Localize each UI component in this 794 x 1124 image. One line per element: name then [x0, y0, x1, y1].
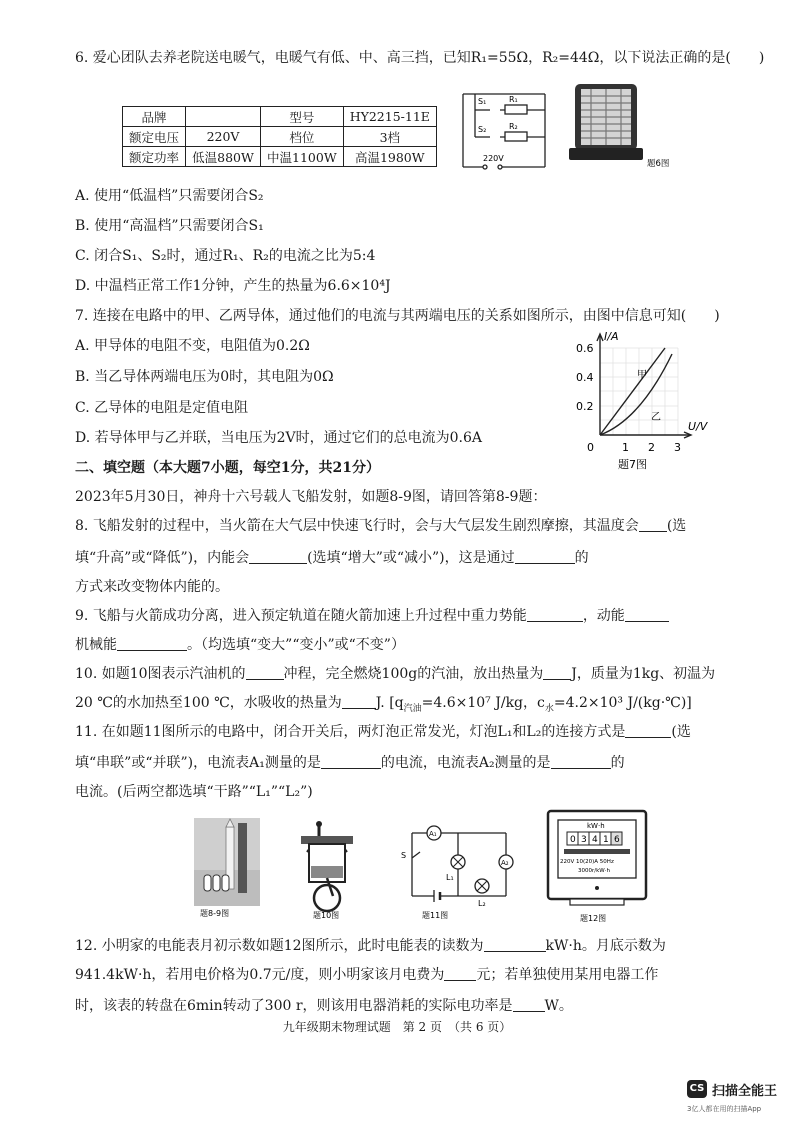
q7-curve-label-a: 甲 — [637, 370, 647, 381]
q11-line2: 填“串联”或“并联”)，电流表A₁测量的是 的电流，电流表A₂测量的是 的 — [75, 755, 625, 771]
q7-option-b: B. 当乙导体两端电压为0时，其电阻为0Ω — [75, 369, 334, 385]
q9-line2: 机械能 。（均选填“变大”“变小”或“不变”） — [75, 637, 405, 653]
fig8-caption: 题8-9图 — [200, 909, 230, 918]
q6-figure-caption: 题6图 — [647, 159, 670, 169]
q6-r1-label: R₁ — [509, 95, 518, 104]
q6-spec-table — [122, 106, 437, 167]
section2-intro: 2023年5月30日，神舟十六号载人飞船发射，如题8-9图，请回答第8-9题： — [75, 489, 547, 505]
q8-line3: 方式来改变物体内能的。 — [75, 579, 229, 595]
q7-ytick: 0.4 — [576, 371, 594, 384]
q6-voltage-label: 220V — [483, 154, 504, 163]
spec-cell — [186, 107, 261, 127]
spec-cell: 高温1980W — [343, 147, 436, 167]
fig12-caption: 题12图 — [580, 914, 607, 923]
q7-xtick: 0 — [587, 441, 594, 454]
scanner-name: 扫描全能王 — [712, 1084, 778, 1099]
spec-cell: 档位 — [261, 127, 344, 147]
q8-line2: 填“升高”或“降低”)，内能会 (选填“增大”或“减小”)，这是通过 的 — [75, 550, 589, 566]
q12-line1: 12. 小明家的电能表月初示数如题12图所示，此时电能表的读数为 kW·h。月底示数为 — [75, 938, 666, 954]
q8-line1: 8. 飞船发射的过程中，当火箭在大气层中快速飞行时，会与大气层发生剧烈摩擦，其温度会 (选 — [75, 518, 687, 534]
spec-cell: 额定功率 — [123, 147, 186, 167]
q6-s1-label: S₁ — [478, 97, 487, 106]
q6-option-a: A. 使用“低温档”只需要闭合S₂ — [75, 188, 264, 204]
fig12-digit: 4 — [592, 835, 598, 845]
fig12-energy-meter — [540, 808, 655, 926]
fig12-unit: kW·h — [587, 822, 605, 830]
q6-option-c: C. 闭合S₁、S₂时，通过R₁、R₂的电流之比为5:4 — [75, 248, 376, 264]
q11-line3: 电流。(后两空都选填“干路”“L₁”“L₂”) — [75, 784, 313, 800]
q7-option-c: C. 乙导体的电阻是定值电阻 — [75, 400, 249, 416]
q7-xlabel: U/V — [688, 420, 708, 433]
fig11-circuit-diagram — [398, 818, 518, 922]
fig12-digit: 6 — [614, 835, 620, 845]
q7-option-a: A. 甲导体的电阻不变，电阻值为0.2Ω — [75, 338, 310, 354]
fig11-a2-label: A₂ — [501, 859, 509, 867]
spec-cell: HY2215-11E — [343, 107, 436, 127]
fig12-rev: 3000r/kW·h — [578, 868, 610, 874]
q6-option-b: B. 使用“高温档”只需要闭合S₁ — [75, 218, 264, 234]
q6-heater-photo — [565, 80, 680, 172]
spec-cell: 3档 — [343, 127, 436, 147]
q6-circuit-diagram — [445, 82, 550, 177]
q6-s2-label: S₂ — [478, 125, 487, 134]
q7-xtick: 1 — [622, 441, 629, 454]
q7-option-d: D. 若导体甲与乙并联，当电压为2V时，通过它们的总电流为0.6A — [75, 430, 483, 446]
fig12-digit: 0 — [570, 835, 576, 845]
fig11-a1-label: A₁ — [429, 830, 437, 838]
q6-r2-label: R₂ — [509, 122, 518, 131]
q7-xtick: 3 — [674, 441, 681, 454]
fig11-caption: 题11图 — [422, 911, 449, 920]
q7-figure-caption: 题7图 — [618, 458, 647, 470]
q7-iu-graph — [570, 330, 720, 470]
q7-ytick: 0.2 — [576, 400, 594, 413]
q10-line2: 20 ℃的水加热至100 ℃，水吸收的热量为 J. [$q_{汽油}=4.6\times 10^7$ J/kg，$c_水=4.2\times 10^3$ J/(kg·℃)] — [75, 695, 692, 714]
q7-stem: 7. 连接在电路中的甲、乙两导体，通过他们的电流与其两端电压的关系如图所示，由图中信息可知( ) — [75, 308, 720, 324]
fig11-s-label: S — [401, 851, 407, 860]
spec-cell: 品牌 — [123, 107, 186, 127]
q12-line3: 时，该表的转盘在6min转动了300 r，则该用电器消耗的实际电功率是 W。 — [75, 998, 573, 1014]
section2-title: 二、填空题（本大题7小题，每空1分，共21分） — [75, 460, 380, 476]
q10-line1: 10. 如题10图表示汽油机的 冲程，完全燃烧100g的汽油，放出热量为 J，质量为1kg、初温为 — [75, 666, 716, 682]
spec-cell: 低温880W — [186, 147, 261, 167]
fig8-rocket-photo — [190, 815, 265, 923]
scanner-logo-icon: CS — [687, 1080, 707, 1098]
q11-line1: 11. 在如题11图所示的电路中，闭合开关后，两灯泡正常发光，灯泡L₁和L₂的连接方式是 (选 — [75, 724, 691, 740]
fig11-l1-label: L₁ — [446, 873, 454, 882]
q6-option-d: D. 中温档正常工作1分钟，产生的热量为6.6×10⁴J — [75, 278, 391, 294]
fig10-engine-diagram — [295, 818, 365, 922]
q7-curve-label-b: 乙 — [651, 412, 661, 423]
q9-line1: 9. 飞船与火箭成功分离，进入预定轨道在随火箭加速上升过程中重力势能 ，动能 — [75, 606, 669, 626]
fig12-spec: 220V 10(20)A 50Hz — [560, 859, 614, 865]
q7-ytick: 0.6 — [576, 342, 594, 355]
q6-stem: 6. 爱心团队去养老院送电暖气，电暖气有低、中、高三挡，已知R₁=55Ω，R₂=44Ω，以下说法正确的是( ) — [75, 50, 765, 66]
fig10-caption: 题10图 — [313, 911, 340, 920]
q7-xtick: 2 — [648, 441, 655, 454]
spec-cell: 220V — [186, 127, 261, 147]
fig11-l2-label: L₂ — [478, 899, 486, 908]
q12-line2: 941.4kW·h，若用电价格为0.7元/度，则小明家该月电费为 元；若单独使用某用电器工作 — [75, 967, 659, 983]
spec-cell: 型号 — [261, 107, 344, 127]
spec-cell: 额定电压 — [123, 127, 186, 147]
scanner-tagline: 3亿人都在用的扫描App — [687, 1105, 762, 1113]
fig12-digit: 1 — [603, 835, 609, 845]
page-footer: 九年级期末物理试题 第 2 页 （共 6 页） — [282, 1020, 512, 1034]
q7-ylabel: I/A — [604, 330, 619, 343]
fig12-digit: 3 — [581, 835, 587, 845]
spec-cell: 中温1100W — [261, 147, 344, 167]
